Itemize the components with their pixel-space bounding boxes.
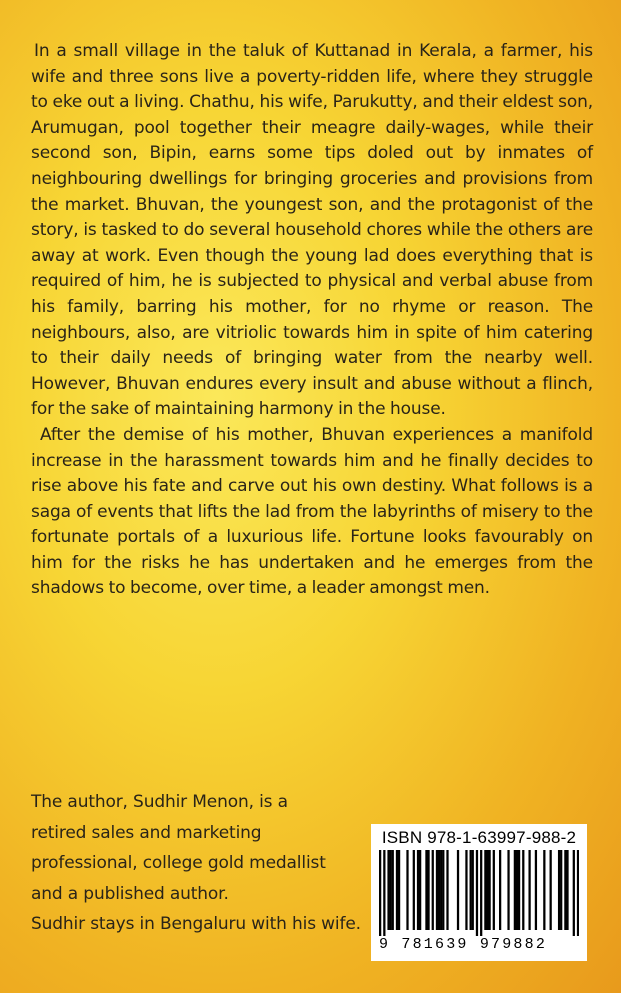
barcode-bar	[387, 850, 389, 930]
barcode-bar	[550, 850, 552, 930]
author-bio-line: Sudhir stays in Bengaluru with his wife.	[31, 914, 361, 934]
barcode-bar	[470, 850, 472, 930]
barcode-bar	[560, 850, 562, 930]
barcode-bar	[396, 850, 398, 930]
barcode-bar	[425, 850, 427, 930]
barcode-bar	[573, 850, 575, 936]
book-blurb	[31, 39, 593, 602]
barcode-bar	[472, 850, 474, 930]
barcode-bar	[457, 850, 459, 930]
barcode-bar	[390, 850, 392, 930]
barcode-bar	[379, 850, 381, 936]
barcode-bar	[383, 850, 385, 936]
barcode-bar	[493, 850, 495, 930]
barcode-bar	[442, 850, 444, 930]
barcode-bars	[379, 850, 579, 936]
barcode-bar	[543, 850, 545, 930]
barcode-bar	[432, 850, 434, 930]
barcode-bar	[522, 850, 524, 930]
barcode-bar	[398, 850, 400, 930]
author-bio	[31, 787, 381, 940]
author-bio-line: professional, college gold medallist	[31, 853, 326, 873]
barcode-bar	[465, 850, 467, 930]
barcode-bar	[488, 850, 490, 930]
barcode-bar	[484, 850, 486, 930]
barcode-bar	[516, 850, 518, 930]
barcode-bar	[438, 850, 440, 930]
barcode-bar	[558, 850, 560, 930]
barcode-bar	[535, 850, 537, 930]
barcode-bar	[577, 850, 579, 936]
barcode-bar	[406, 850, 408, 930]
author-bio-line: and a published author.	[31, 883, 229, 904]
barcode-bar	[417, 850, 419, 930]
barcode-bar	[476, 850, 478, 936]
barcode-bar	[528, 850, 530, 930]
barcode-bar	[392, 850, 394, 930]
barcode-bar	[413, 850, 415, 930]
barcode-bar	[440, 850, 442, 930]
isbn-barcode	[371, 824, 587, 961]
barcode-bar	[499, 850, 501, 930]
barcode-bar	[446, 850, 448, 930]
barcode-bar	[419, 850, 421, 930]
blurb-paragraph-1: In a small village in the taluk of Kuttanad in Kerala, a farmer, his wife and three sons live a poverty-ridden life, where they struggle to eke out a living. Chathu, his wife, Parukutty, and their eldest son, Arumugan, pool together their meagre daily-wages, while their second son, Bipin, earns some tips doled out by inmates of neighbouring dwellings for bringing groceries and provisions from the market. Bhuvan, the youngest son, and the protagonist of the story, is tasked to do several household chores while the others are away at work. Even though the young lad does everything that is required of him, he is subjected to physical and verbal abuse from his family, barring his mother, for no rhyme or reason. The neighbours, also, are vitriolic towards him in spite of him catering to their daily needs of bringing water from the nearby well. However, Bhuvan endures every insult and abuse without a flinch, for the sake of maintaining harmony in the house.	[31, 41, 593, 420]
barcode-bar	[486, 850, 488, 930]
barcode-bar	[564, 850, 566, 930]
blurb-paragraph-2: After the demise of his mother, Bhuvan experiences a manifold increase in the harassment towards him and he finally decides to rise above his fate and carve out his own destiny. What follows is a saga of events that lifts the lad from the labyrinths of misery to the fortunate portals of a luxurious life. Fortune looks favourably on him for the risks he has undertaken and he emerges from the shadows to become, over time, a leader amongst men.	[31, 424, 593, 599]
barcode-bar	[518, 850, 520, 930]
barcode-bar	[514, 850, 516, 930]
author-bio-line: retired sales and marketing	[31, 822, 262, 843]
isbn-label: ISBN 978-1-63997-988-2	[381, 828, 577, 847]
barcode-bar	[566, 850, 568, 930]
barcode-bar	[507, 850, 509, 930]
barcode-bar	[427, 850, 429, 930]
barcode-bar	[436, 850, 438, 930]
barcode-digits: 9 781639 979882	[379, 936, 548, 953]
barcode-bar	[480, 850, 482, 936]
author-bio-line: The author, Sudhir Menon, is a	[31, 792, 288, 812]
